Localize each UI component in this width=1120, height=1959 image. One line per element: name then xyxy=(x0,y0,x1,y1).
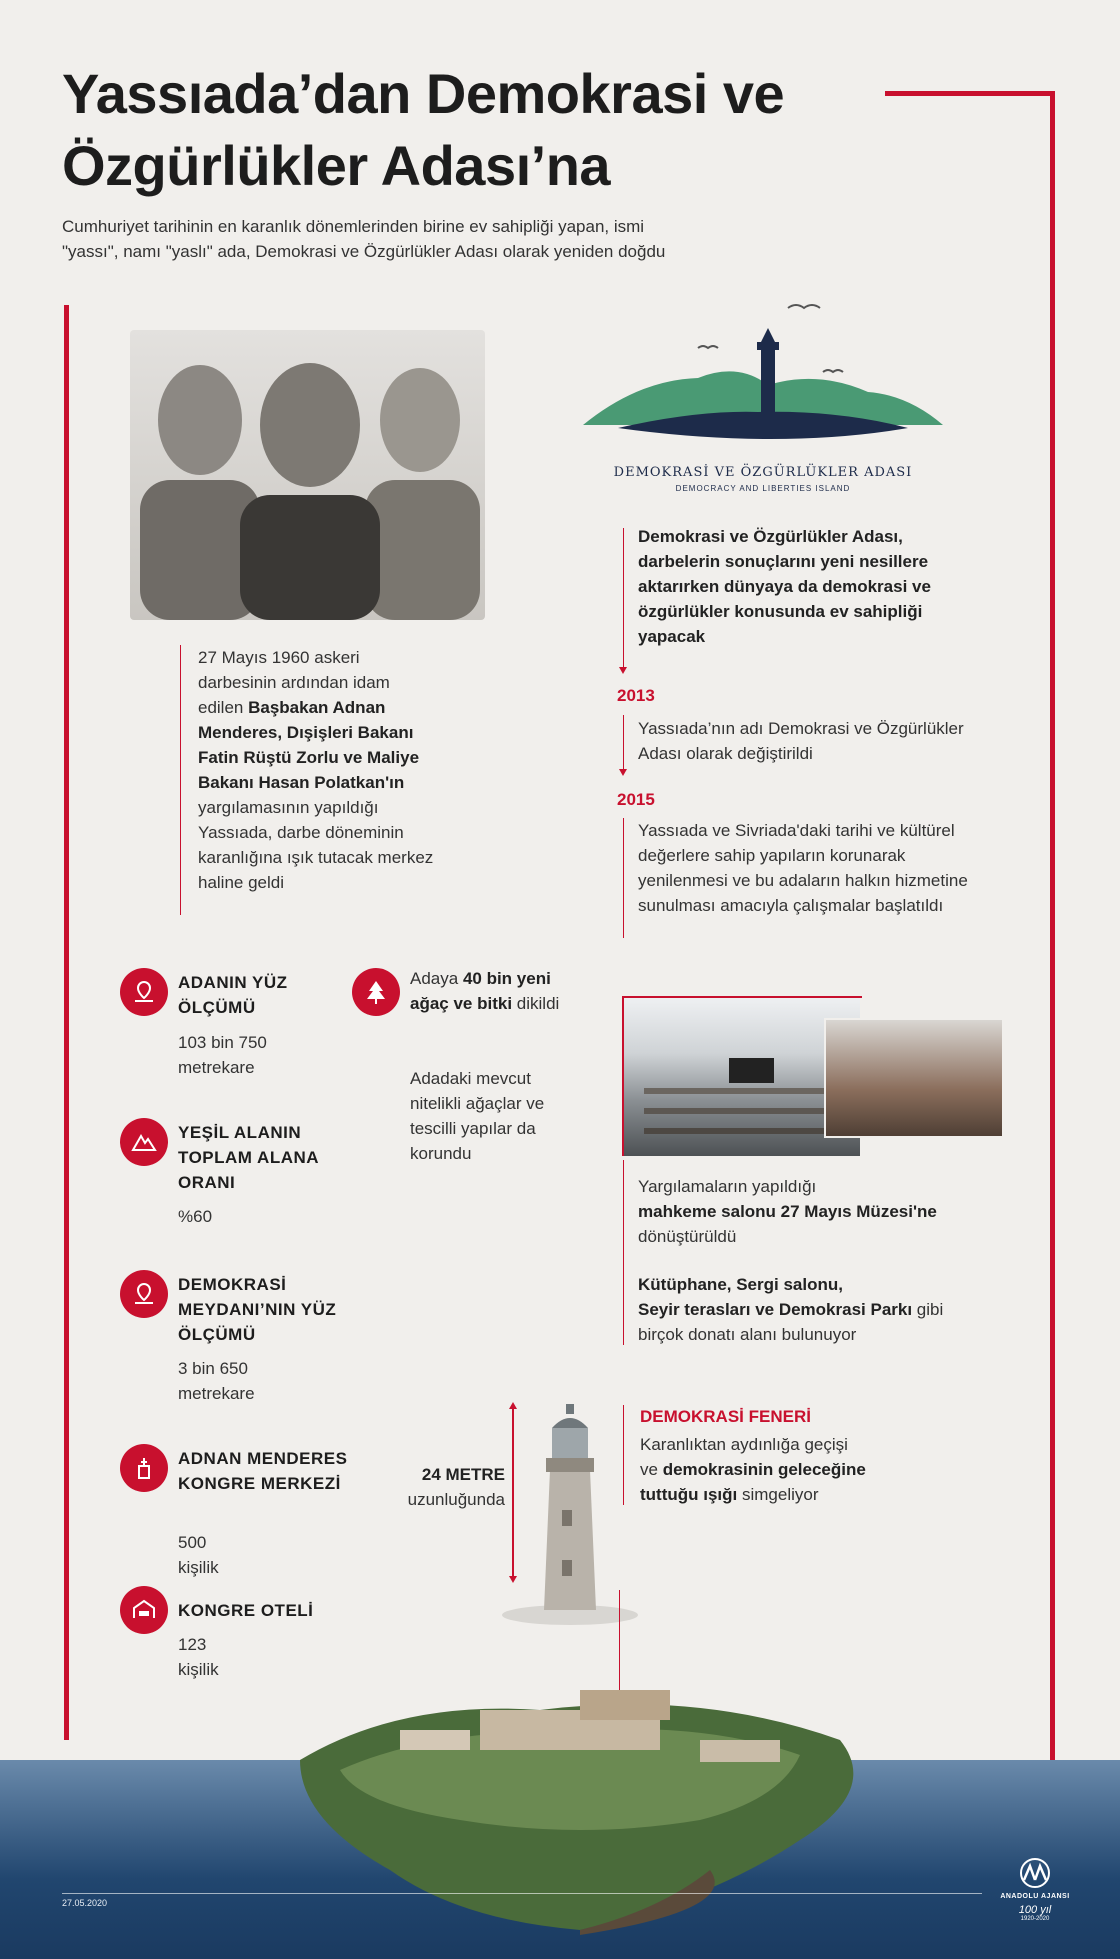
trees-note: Adadaki mevcut nitelikli ağaçlar ve tescilli yapılar da korundu xyxy=(410,1069,545,1163)
hotel-bed-icon xyxy=(120,1586,168,1634)
lighthouse-island-logo-icon xyxy=(578,300,948,450)
timeline-arrow-1 xyxy=(619,667,627,674)
museum-interior-photo xyxy=(824,1018,1004,1138)
footer-line xyxy=(62,1893,982,1894)
stat-value: 3 bin 650 metrekare xyxy=(178,1359,255,1403)
tree-icon xyxy=(352,968,400,1016)
trees-text: Adaya 40 bin yeni ağaç ve bitki dikildi xyxy=(410,969,560,1013)
stat-label: KONGRE OTELİ xyxy=(178,1601,314,1620)
left-story-line xyxy=(180,645,181,915)
island-illustration xyxy=(280,1670,880,1940)
timeline-year-2013: 2013 xyxy=(617,686,655,705)
map-pin-icon xyxy=(120,968,168,1016)
frame-top-line xyxy=(885,91,1055,96)
anadolu-agency-logo-icon xyxy=(1015,1858,1055,1888)
timeline-text-2015: Yassıada ve Sivriada'daki tarihi ve kültürel değerlere sahip yapıların korunarak yenilenmesi ve bu adaların halkın hizmetine sunulması amacıyla çalışmalar başlatıldı xyxy=(638,821,968,915)
stat-label: ADANIN YÜZ ÖLÇÜMÜ xyxy=(178,973,288,1017)
timeline-arrow-2 xyxy=(619,769,627,776)
museum-text: Yargılamaların yapıldığı mahkeme salonu 27 Mayıs Müzesi'ne dönüştürüldü xyxy=(638,1177,937,1246)
island-logo xyxy=(578,300,948,500)
agency-anniversary: 100 yıl xyxy=(1018,1904,1052,1916)
stat-value: 123 kişilik xyxy=(178,1635,219,1679)
logo-name: DEMOKRASİ VE ÖZGÜRLÜKLER ADASI xyxy=(613,465,913,480)
timeline-line-2 xyxy=(623,715,624,770)
agency-years: 1920-2020 xyxy=(1020,1916,1050,1922)
page-subtitle: Cumhuriyet tarihinin en karanlık dönemlerinden birine ev sahipliği yapan, ismi "yassı", namı "yaslı" ada, Demokrasi ve Özgürlükler Adası olarak yeniden doğdu xyxy=(62,217,666,261)
stat-label: DEMOKRASİ MEYDANI’NIN YÜZ ÖLÇÜMÜ xyxy=(178,1275,337,1344)
lighthouse-text-line xyxy=(623,1405,624,1505)
left-story-text: 27 Mayıs 1960 askeri darbesinin ardından idam edilen Başbakan Adnan Menderes, Dışişleri Bakanı Fatin Rüştü Zorlu ve Maliye Bakanı Hasan Polatkan'ın yargılamasının yapıldığı Yassıada, darbe döneminin karanlığına ışık tutacak merkez haline geldi xyxy=(198,648,434,892)
timeline-line-1 xyxy=(623,528,624,668)
map-pin-icon xyxy=(120,1270,168,1318)
logo-tagline: DEMOCRACY AND LIBERTIES ISLAND xyxy=(675,484,851,493)
facilities-text: Kütüphane, Sergi salonu, Seyir terasları ve Demokrasi Parkı gibi birçok donatı alanı bulunuyor xyxy=(638,1275,944,1344)
podium-icon xyxy=(120,1444,168,1492)
agency-name: ANADOLU AJANSI xyxy=(1000,1893,1070,1900)
timeline-year-2015: 2015 xyxy=(617,790,655,809)
stat-value: 500 kişilik xyxy=(178,1533,219,1577)
timeline-intro: Demokrasi ve Özgürlükler Adası, darbelerin sonuçlarını yeni nesillere aktarırken dünyaya da demokrasi ve özgürlükler konusunda ev sahipliği yapacak xyxy=(638,527,931,646)
footer-date: 27.05.2020 xyxy=(62,1898,108,1908)
terrain-icon xyxy=(120,1118,168,1166)
timeline-text-2013: Yassıada’nın adı Demokrasi ve Özgürlükler Adası olarak değiştirildi xyxy=(638,719,964,763)
island-aerial-image xyxy=(280,1670,880,1940)
lighthouse-title: DEMOKRASİ FENERİ xyxy=(640,1407,811,1426)
frame-right-line xyxy=(1050,91,1055,1761)
lighthouse-height: 24 METRE uzunluğunda xyxy=(407,1465,505,1509)
stat-value: 103 bin 750 metrekare xyxy=(178,1033,267,1077)
frame-left-line xyxy=(64,305,69,1740)
museum-text-line xyxy=(623,1160,624,1345)
timeline-line-3 xyxy=(623,818,624,938)
stat-value: %60 xyxy=(178,1207,213,1226)
page-title: Yassıada’dan Demokrasi ve Özgürlükler Adası’na xyxy=(62,62,785,197)
lighthouse-description: Karanlıktan aydınlığa geçişi ve demokrasinin geleceğine tuttuğu ışığı simgeliyor xyxy=(640,1435,866,1504)
portrait-silhouettes xyxy=(130,330,485,620)
stat-label: YEŞİL ALANIN TOPLAM ALANA ORANI xyxy=(178,1123,319,1192)
agency-logo xyxy=(1000,1858,1070,1958)
portrait-photo xyxy=(130,330,485,620)
stat-label: ADNAN MENDERES KONGRE MERKEZİ xyxy=(178,1449,348,1493)
